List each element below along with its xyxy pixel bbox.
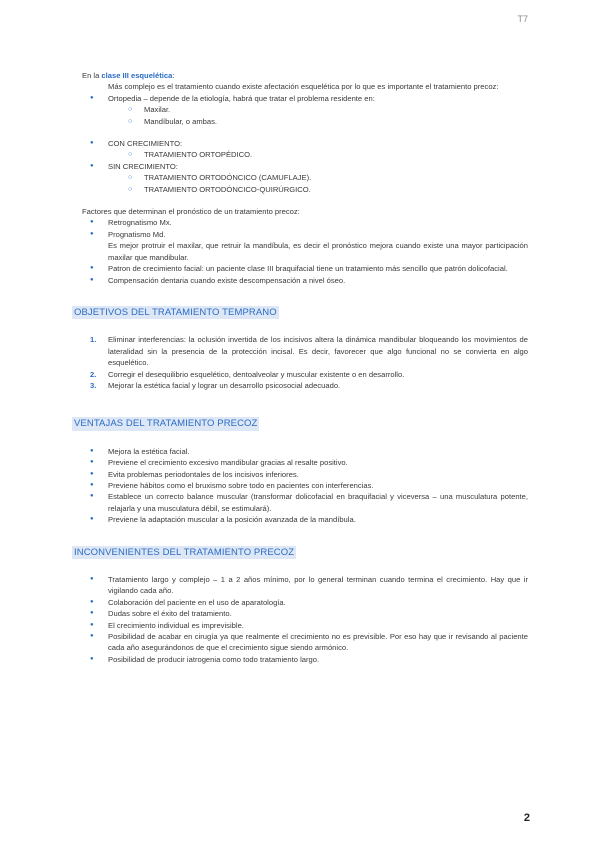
list-item: ● Posibilidad de producir iatrogenia como todo tratamiento largo.	[82, 654, 528, 665]
list-item: ● Dudas sobre el éxito del tratamiento.	[82, 608, 528, 619]
inconvenientes-list	[82, 574, 528, 665]
document-body	[74, 70, 528, 665]
list-item: ● Retrognatismo Mx.	[82, 217, 528, 228]
intro-suffix: :	[172, 71, 175, 80]
list-item: ● Patron de crecimiento facial: un paciente clase III braquifacial tiene un tratamiento más sencillo que patrón dolicofacial.	[82, 263, 528, 274]
sub-list-item: ○ TRATAMIENTO ORTODÓNCICO-QUIRÚRGICO.	[82, 184, 528, 195]
spacer	[82, 127, 528, 138]
list-item	[82, 229, 528, 263]
list-item-text: Prognatismo Md.	[108, 229, 166, 239]
ventajas-list	[82, 446, 528, 526]
section-heading-objetivos: OBJETIVOS DEL TRATAMIENTO TEMPRANO	[74, 306, 277, 318]
section-heading-inconvenientes: INCONVENIENTES DEL TRATAMIENTO PRECOZ	[74, 546, 295, 558]
list-item-extra: Es mejor protruir el maxilar, que retruir la mandíbula, es decir el pronóstico mejora cuando existe una mayor participación maxilar que mandibular.	[108, 241, 528, 262]
list-item: ● Previene el crecimiento excesivo mandibular gracias al resalte positivo.	[82, 457, 528, 468]
item-text: Corregir el desequilibrio esquelético, dentoalveolar y muscular existente o en desarrollo.	[108, 369, 405, 379]
page-header-tag: T7	[517, 14, 528, 24]
numbered-item	[82, 380, 528, 391]
section-heading-ventajas: VENTAJAS DEL TRATAMIENTO PRECOZ	[74, 418, 258, 430]
list-item: ● Compensación dentaria cuando existe descompensación a nivel óseo.	[82, 275, 528, 286]
list-item: ● Establece un correcto balance muscular (transformar dolicofacial en braquifacial y viceversa – una musculatura potente, relajarla y una musculatura débil, se estimulará).	[82, 491, 528, 514]
list-item: ● Ortopedia – depende de la etiología, habrá que tratar el problema residente en:	[82, 93, 528, 104]
list-item: ● Previene la adaptación muscular a la posición avanzada de la mandíbula.	[82, 514, 528, 525]
clase3-list	[82, 93, 528, 195]
list-item: ● Colaboración del paciente en el uso de aparatología.	[82, 597, 528, 608]
list-item: ● Evita problemas periodontales de los incisivos inferiores.	[82, 469, 528, 480]
list-item: ● Posibilidad de acabar en cirugía ya que realmente el crecimiento no es previsible. Por eso hay que ir revisando al paciente cada año asegurándonos de que el crecimiento sigue siendo armónico.	[82, 631, 528, 654]
list-item: ● Previene hábitos como el bruxismo sobre todo en pacientes con interferencias.	[82, 480, 528, 491]
list-item: ● Tratamiento largo y complejo – 1 a 2 años mínimo, por lo general terminan cuando termina el crecimiento. Hay que ir vigilando cada año.	[82, 574, 528, 597]
intro-line	[82, 70, 528, 81]
item-text: Mejorar la estética facial y lograr un desarrollo psicosocial adecuado.	[108, 380, 341, 390]
numbered-item	[82, 369, 528, 380]
intro-bold-term: clase III esquelética	[101, 71, 173, 80]
item-number: 3.	[90, 380, 97, 390]
page-number: 2	[523, 812, 530, 824]
intro-prefix: En la	[82, 71, 102, 80]
sub-list-item: ○ Mandíbular, o ambas.	[82, 116, 528, 127]
sub-list-item: ○ TRATAMIENTO ORTODÓNCICO (CAMUFLAJE).	[82, 172, 528, 183]
factores-title: Factores que determinan el pronóstico de un tratamiento precoz:	[82, 207, 300, 217]
list-item: ● CON CRECIMIENTO:	[82, 138, 528, 149]
factores-list	[82, 217, 528, 285]
sub-list-item: ○ TRATAMIENTO ORTOPÉDICO.	[82, 149, 528, 160]
list-item: ● Mejora la estética facial.	[82, 446, 528, 457]
list-item: ● SIN CRECIMIENTO:	[82, 161, 528, 172]
objetivos-list	[82, 334, 528, 391]
list-item: ● El crecimiento individual es imprevisible.	[82, 620, 528, 631]
item-text: Eliminar interferencias: la oclusión invertida de los incisivos altera la dinámica mandibular bloqueando los movimientos de lateralidad sin la presencia de la protección incisal. Es decir, favorecer que algo funcional no se convierta en algo esquelético.	[108, 335, 528, 368]
item-number: 2.	[90, 369, 97, 379]
sub-list-item: ○ Maxilar.	[82, 104, 528, 115]
numbered-item	[82, 334, 528, 368]
intro-paragraph: Más complejo es el tratamiento cuando existe afectación esquelética por lo que es importante el tratamiento precoz:	[108, 82, 499, 92]
item-number: 1.	[90, 335, 97, 345]
